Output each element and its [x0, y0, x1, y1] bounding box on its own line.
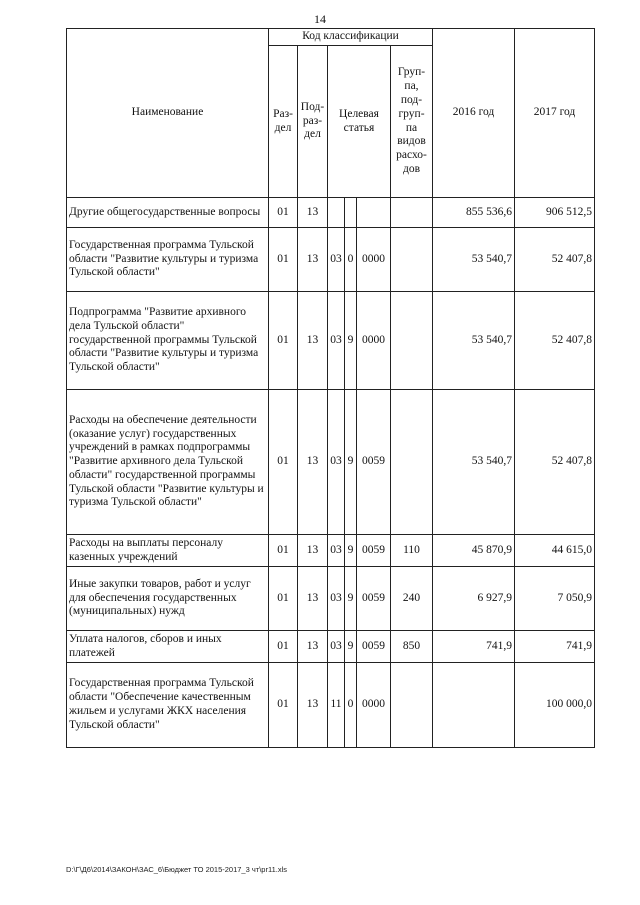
table-header — [67, 29, 595, 198]
row-value-2017: 741,9 — [515, 631, 595, 663]
row-target-subprogram: 9 — [345, 535, 357, 567]
row-target-program: 03 — [328, 292, 345, 390]
budget-table — [66, 28, 595, 748]
header-code: Код классификации — [269, 29, 433, 46]
row-expense-group — [391, 198, 433, 228]
row-subsection: 13 — [298, 198, 328, 228]
table-row — [67, 228, 595, 292]
row-section: 01 — [269, 567, 298, 631]
header-subsection: Под- раз- дел — [298, 46, 328, 198]
row-expense-group: 240 — [391, 567, 433, 631]
row-value-2016: 6 927,9 — [433, 567, 515, 631]
header-name: Наименование — [67, 29, 269, 198]
row-subsection: 13 — [298, 390, 328, 535]
row-name: Расходы на выплаты персоналу казенных учреждений — [67, 535, 269, 567]
row-value-2017: 52 407,8 — [515, 390, 595, 535]
row-target-program: 03 — [328, 228, 345, 292]
row-value-2017: 44 615,0 — [515, 535, 595, 567]
row-section: 01 — [269, 535, 298, 567]
row-target-direction — [357, 198, 391, 228]
row-section: 01 — [269, 631, 298, 663]
row-expense-group: 850 — [391, 631, 433, 663]
row-name: Уплата налогов, сборов и иных платежей — [67, 631, 269, 663]
row-target-subprogram: 0 — [345, 663, 357, 748]
row-value-2016: 45 870,9 — [433, 535, 515, 567]
row-value-2016: 53 540,7 — [433, 390, 515, 535]
file-path-footer: D:\Г\Д6\2014\ЗАКОН\ЗАС_6\Бюджет ТО 2015-2017_3 чт\pr11.xls — [66, 865, 287, 874]
row-target-direction: 0000 — [357, 292, 391, 390]
row-value-2017: 52 407,8 — [515, 228, 595, 292]
row-expense-group — [391, 390, 433, 535]
table-row — [67, 198, 595, 228]
row-section: 01 — [269, 198, 298, 228]
row-subsection: 13 — [298, 567, 328, 631]
row-value-2016: 855 536,6 — [433, 198, 515, 228]
row-name: Государственная программа Тульской области "Обеспечение качественным жильем и услугами ЖКХ населения Тульской области" — [67, 663, 269, 748]
row-name: Другие общегосударственные вопросы — [67, 198, 269, 228]
row-subsection: 13 — [298, 292, 328, 390]
row-subsection: 13 — [298, 535, 328, 567]
row-target-program: 03 — [328, 631, 345, 663]
row-target-direction: 0000 — [357, 663, 391, 748]
row-name: Государственная программа Тульской области "Развитие культуры и туризма Тульской области" — [67, 228, 269, 292]
row-target-subprogram — [345, 198, 357, 228]
row-expense-group — [391, 292, 433, 390]
row-target-direction: 0000 — [357, 228, 391, 292]
row-name: Подпрограмма "Развитие архивного дела Тульской области" государственной программы Тульской области "Развитие культуры и туризма Тульской области" — [67, 292, 269, 390]
row-section: 01 — [269, 663, 298, 748]
row-subsection: 13 — [298, 631, 328, 663]
header-expense-group: Груп- па, под- груп- па видов расхо- дов — [391, 46, 433, 198]
header-year-2017: 2017 год — [515, 29, 595, 198]
row-expense-group — [391, 228, 433, 292]
row-section: 01 — [269, 228, 298, 292]
row-subsection: 13 — [298, 228, 328, 292]
row-value-2017: 100 000,0 — [515, 663, 595, 748]
row-value-2016: 53 540,7 — [433, 292, 515, 390]
row-value-2016: 741,9 — [433, 631, 515, 663]
row-target-direction: 0059 — [357, 390, 391, 535]
row-target-program: 03 — [328, 567, 345, 631]
row-target-program: 03 — [328, 535, 345, 567]
row-target-direction: 0059 — [357, 631, 391, 663]
table-row — [67, 292, 595, 390]
table-row — [67, 663, 595, 748]
row-value-2017: 7 050,9 — [515, 567, 595, 631]
row-target-subprogram: 9 — [345, 631, 357, 663]
table-row — [67, 567, 595, 631]
row-value-2016: 53 540,7 — [433, 228, 515, 292]
header-section: Раз- дел — [269, 46, 298, 198]
row-target-subprogram: 0 — [345, 228, 357, 292]
table-row — [67, 390, 595, 535]
row-name: Иные закупки товаров, работ и услуг для обеспечения государственных (муниципальных) нужд — [67, 567, 269, 631]
row-target-subprogram: 9 — [345, 292, 357, 390]
table-row — [67, 631, 595, 663]
row-section: 01 — [269, 292, 298, 390]
page-number: 14 — [314, 12, 326, 26]
header-target-article: Целевая статья — [328, 46, 391, 198]
row-target-program: 03 — [328, 390, 345, 535]
row-expense-group: 110 — [391, 535, 433, 567]
row-section: 01 — [269, 390, 298, 535]
row-target-direction: 0059 — [357, 567, 391, 631]
row-subsection: 13 — [298, 663, 328, 748]
row-name: Расходы на обеспечение деятельности (оказание услуг) государственных учреждений в рамках подпрограммы "Развитие архивного дела Тульской области" государственной программы Тульской области "Развитие культуры и туризма Тульской области" — [67, 390, 269, 535]
row-value-2017: 52 407,8 — [515, 292, 595, 390]
row-value-2016 — [433, 663, 515, 748]
row-target-program: 11 — [328, 663, 345, 748]
row-target-subprogram: 9 — [345, 567, 357, 631]
row-target-direction: 0059 — [357, 535, 391, 567]
table-row — [67, 535, 595, 567]
header-year-2016: 2016 год — [433, 29, 515, 198]
row-expense-group — [391, 663, 433, 748]
row-value-2017: 906 512,5 — [515, 198, 595, 228]
row-target-program — [328, 198, 345, 228]
row-target-subprogram: 9 — [345, 390, 357, 535]
